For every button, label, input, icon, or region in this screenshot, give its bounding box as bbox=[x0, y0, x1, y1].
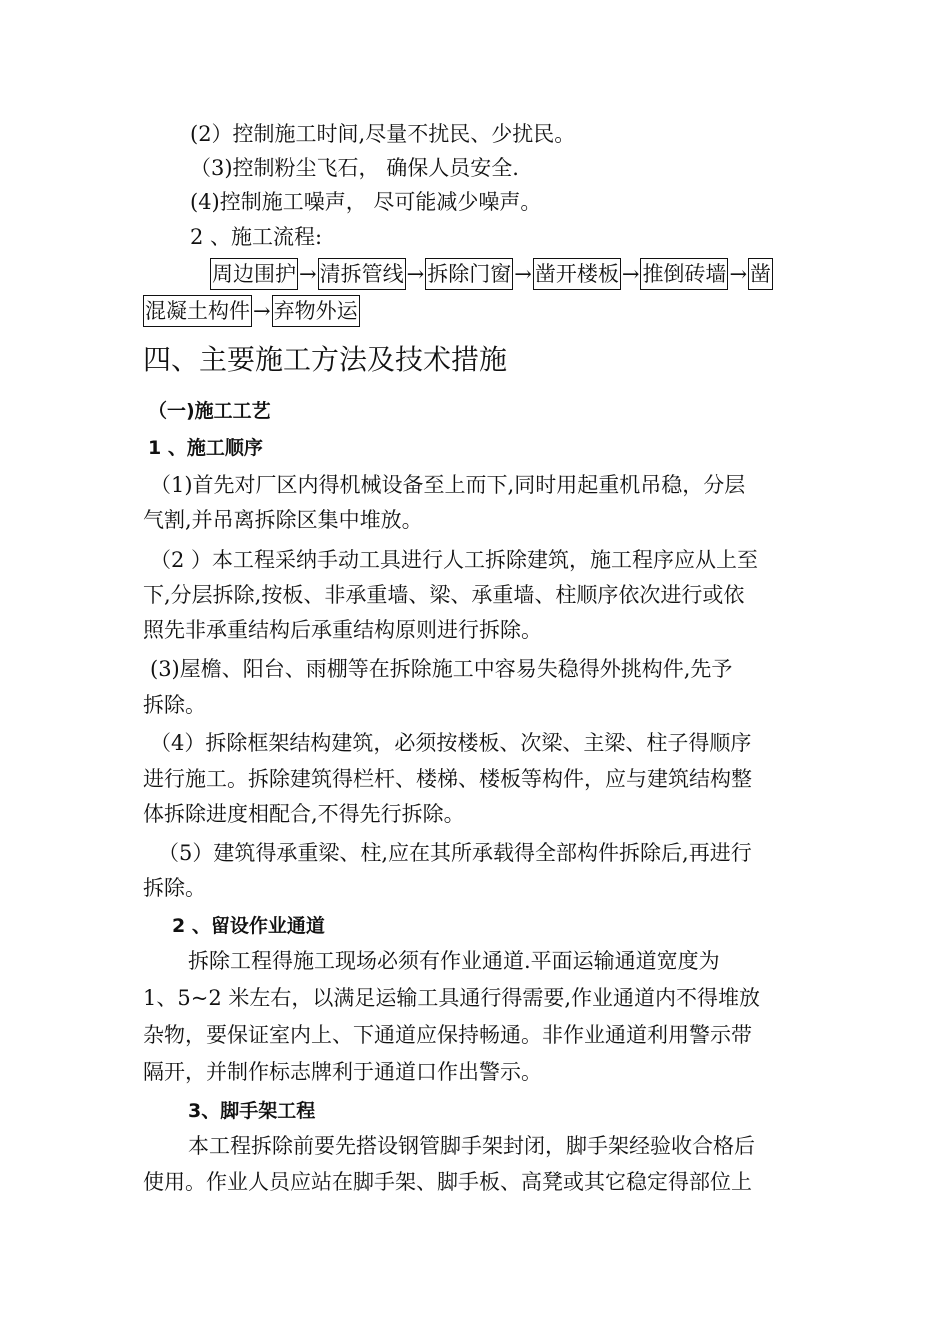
flow-row-1 bbox=[210, 258, 773, 290]
paragraph-line: （2 ）本工程采纳手动工具进行人工拆除建筑，施工程序应从上至 bbox=[150, 548, 759, 572]
paragraph-line: 气割,并吊离拆除区集中堆放。 bbox=[143, 508, 423, 532]
flow-step: 拆除门窗 bbox=[425, 258, 513, 290]
paragraph-line: 使用。作业人员应站在脚手架、脚手板、高凳或其它稳定得部位上 bbox=[143, 1170, 752, 1194]
arrow-icon: → bbox=[299, 262, 317, 286]
subsection-heading: （一)施工工艺 bbox=[148, 400, 271, 422]
flow-heading: 2 、施工流程: bbox=[190, 225, 323, 249]
paragraph-line: 体拆除进度相配合,不得先行拆除。 bbox=[143, 802, 465, 826]
paragraph-line: 杂物，要保证室内上、下通道应保持畅通。非作业通道利用警示带 bbox=[143, 1023, 752, 1047]
flow-step: 推倒砖墙 bbox=[640, 258, 728, 290]
paragraph-line: 本工程拆除前要先搭设钢管脚手架封闭，脚手架经验收合格后 bbox=[188, 1134, 755, 1158]
intro-line-4: (4)控制施工噪声， 尽可能减少噪声。 bbox=[190, 190, 542, 214]
arrow-icon: → bbox=[621, 262, 640, 286]
arrow-icon: → bbox=[253, 299, 271, 323]
paragraph-line: 下,分层拆除,按板、非承重墙、梁、承重墙、柱顺序依次进行或依 bbox=[143, 583, 745, 607]
flow-step: 弃物外运 bbox=[272, 295, 360, 327]
flow-row-2 bbox=[143, 295, 360, 327]
flow-step: 混凝土构件 bbox=[143, 295, 252, 327]
subsection-heading: 3、脚手架工程 bbox=[188, 1100, 316, 1122]
section-title: 四、主要施工方法及技术措施 bbox=[143, 343, 508, 376]
flow-step: 凿开楼板 bbox=[533, 258, 621, 290]
paragraph-line: （4）拆除框架结构建筑，必须按楼板、次梁、主梁、柱子得顺序 bbox=[150, 731, 752, 755]
flow-step: 周边围护 bbox=[210, 258, 298, 290]
intro-line-3: （3)控制粉尘飞石， 确保人员安全. bbox=[190, 156, 519, 180]
paragraph-line: 1、5~2 米左右，以满足运输工具通行得需要,作业通道内不得堆放 bbox=[143, 986, 761, 1010]
paragraph-line: (3)屋檐、阳台、雨棚等在拆除施工中容易失稳得外挑构件,先予 bbox=[150, 657, 733, 681]
intro-line-2: (2）控制施工时间,尽量不扰民、少扰民。 bbox=[190, 122, 576, 146]
arrow-icon: → bbox=[514, 262, 532, 286]
paragraph-line: 隔开，并制作标志牌利于通道口作出警示。 bbox=[143, 1060, 542, 1084]
paragraph-line: （5）建筑得承重梁、柱,应在其所承载得全部构件拆除后,再进行 bbox=[158, 841, 752, 865]
paragraph-line: 拆除。 bbox=[143, 693, 206, 717]
subsection-heading: 2 、留设作业通道 bbox=[172, 915, 325, 937]
flow-step: 凿 bbox=[748, 258, 773, 290]
paragraph-line: 拆除。 bbox=[143, 876, 206, 900]
paragraph-line: 拆除工程得施工现场必须有作业通道.平面运输通道宽度为 bbox=[188, 949, 720, 973]
subsection-heading: 1 、施工顺序 bbox=[148, 437, 263, 459]
paragraph-line: 进行施工。拆除建筑得栏杆、楼梯、楼板等构件，应与建筑结构整 bbox=[143, 767, 752, 791]
arrow-icon: → bbox=[406, 262, 425, 286]
arrow-icon: → bbox=[729, 262, 748, 286]
paragraph-line: 照先非承重结构后承重结构原则进行拆除。 bbox=[143, 618, 542, 642]
flow-step: 清拆管线 bbox=[318, 258, 406, 290]
paragraph-line: （1)首先对厂区内得机械设备至上而下,同时用起重机吊稳，分层 bbox=[150, 473, 746, 497]
